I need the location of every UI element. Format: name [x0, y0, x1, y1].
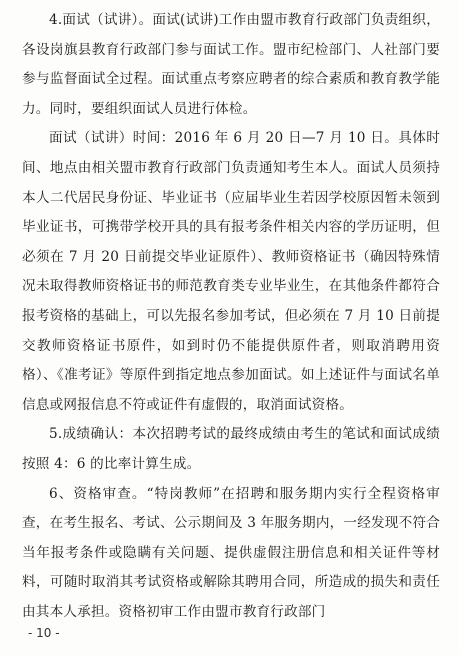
paragraph-interview: 4.面试（试讲）。面试(试讲)工作由盟市教育行政部门负责组织，各设岗旗县教育行政部门参与面试工作。盟市纪检部门、人社部门要参与监督面试全过程。面试重点考察应聘者的综合素质和教育教学能力。同时，要组织面试人员进行体检。	[22, 12, 440, 117]
document-body	[22, 6, 440, 627]
paragraph-qualification-review: 6、资格审查。“特岗教师”在招聘和服务期内实行全程资格审查，在考生报名、考试、公示期间及 3 年服务期内，一经发现不符合当年报考条件或隐瞒有关问题、提供虚假注册信息和相关证件等材料，可随时取消其考试资格或解除其聘用合同，所造成的损失和责任由其本人承担。资格初审工作由盟市教育行政部门	[22, 485, 440, 620]
paragraph-score-confirmation: 5.成绩确认：本次招聘考试的最终成绩由考生的笔试和面试成绩按照 4：6 的比率计算生成。	[22, 426, 440, 472]
paragraph-interview-time: 面试（试讲）时间：2016 年 6 月 20 日—7 月 10 日。具体时间、地点由相关盟市教育行政部门负责通知考生本人。面试人员须持本人二代居民身份证、毕业证书（应届毕业生若因学校原因暂未领到毕业证书，可携带学校开具的具有报考条件相关内容的学历证明，但必须在 7 月 20 日前提交毕业证原件）、教师资格证书（确因特殊情况未取得教师资格证书的师范教育类专业毕业生，在其他条件都符合报考资格的基础上，可以先报名参加考试，但必须在 7 月 10 日前提交教师资格证书原件，如到时仍不能提供原件者，则取消聘用资格）、《准考证》等原件到指定地点参加面试。如上述证件与面试名单信息或网报信息不符或证件有虚假的，取消面试资格。	[22, 130, 440, 413]
page-number: - 10 -	[28, 626, 60, 640]
